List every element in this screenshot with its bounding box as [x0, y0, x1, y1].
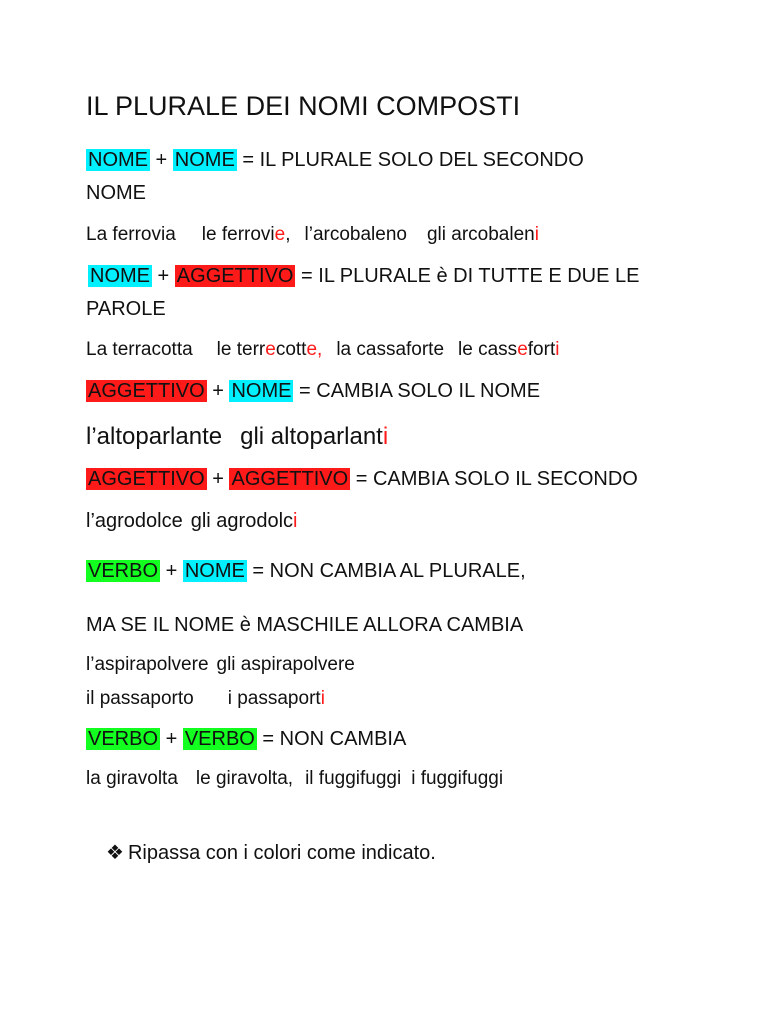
example-singular: La ferrovia — [86, 224, 176, 245]
rule-text: = NON CAMBIA — [256, 728, 407, 750]
plus-sign: + — [150, 149, 173, 171]
example-line — [86, 766, 503, 792]
rule-text: = CAMBIA SOLO IL NOME — [293, 380, 541, 402]
rule-nome-nome — [86, 147, 584, 173]
example-singular: l’aspirapolvere — [86, 654, 209, 675]
instruction-text: Ripassa con i colori come indicato. — [127, 842, 436, 864]
example-plural: le terrecotte, — [216, 339, 323, 360]
rule-text: = NON CAMBIA AL PLURALE, — [246, 560, 526, 582]
example-singular: La terracotta — [86, 339, 193, 360]
plus-sign: + — [206, 380, 230, 402]
example-line — [86, 337, 559, 363]
tag-verbo: VERBO — [88, 728, 159, 750]
tag-aggettivo: AGGETTIVO — [176, 265, 294, 287]
example-singular: l’altoparlante — [86, 423, 223, 450]
tag-aggettivo: AGGETTIVO — [88, 380, 205, 402]
rule-continuation: MA SE IL NOME è MASCHILE ALLORA CAMBIA — [86, 614, 524, 636]
rule-text: = CAMBIA SOLO IL SECONDO — [350, 468, 638, 490]
tag-nome: NOME — [174, 149, 235, 171]
example-singular: l’arcobaleno — [304, 224, 407, 245]
example-plural: le ferrovie, — [201, 224, 291, 245]
example-plural: gli arcobaleni — [426, 224, 539, 245]
tag-verbo: VERBO — [184, 728, 255, 750]
example-singular: l’agrodolce — [86, 510, 183, 532]
example-plural: gli agrodolci — [190, 510, 298, 532]
tag-nome: NOME — [88, 149, 148, 171]
rule-aggettivo-nome — [86, 378, 540, 404]
example-line — [86, 422, 388, 452]
tag-nome: NOME — [231, 380, 292, 402]
example-plural: gli aspirapolvere — [216, 654, 355, 675]
example-plural: gli altoparlanti — [240, 423, 389, 450]
example-plural: i fuggifuggi — [411, 768, 504, 789]
example-plural: i passaporti — [227, 688, 325, 709]
rule-continuation: PAROLE — [86, 298, 166, 320]
rule-verbo-nome — [86, 558, 526, 584]
example-plural: le giravolta, — [195, 768, 294, 789]
tag-aggettivo: AGGETTIVO — [231, 468, 349, 490]
rule-nome-aggettivo — [88, 263, 640, 289]
plus-sign: + — [160, 560, 183, 582]
example-singular: la cassaforte — [336, 339, 445, 360]
instruction-note — [106, 840, 436, 866]
plus-sign: + — [160, 728, 183, 750]
example-plural: le casseforti — [458, 339, 560, 360]
tag-aggettivo: AGGETTIVO — [88, 468, 205, 490]
example-singular: il fuggifuggi — [305, 768, 402, 789]
example-line — [86, 508, 297, 534]
tag-nome: NOME — [184, 560, 245, 582]
example-singular: la giravolta — [86, 768, 178, 789]
page-title: IL PLURALE DEI NOMI COMPOSTI — [86, 91, 521, 121]
example-line — [86, 652, 355, 678]
tag-verbo: VERBO — [88, 560, 159, 582]
example-line — [86, 686, 325, 712]
diamond-bullet-icon: ❖ — [106, 842, 124, 864]
rule-continuation: NOME — [86, 182, 146, 204]
rule-text: = IL PLURALE è DI TUTTE E DUE LE — [295, 265, 640, 287]
example-line — [86, 222, 539, 248]
rule-verbo-verbo — [86, 726, 406, 752]
rule-aggettivo-aggettivo — [86, 466, 638, 492]
plus-sign: + — [152, 265, 175, 287]
tag-nome: NOME — [90, 265, 150, 287]
plus-sign: + — [206, 468, 230, 490]
rule-text: = IL PLURALE SOLO DEL SECONDO — [236, 149, 584, 171]
example-singular: il passaporto — [86, 688, 194, 709]
